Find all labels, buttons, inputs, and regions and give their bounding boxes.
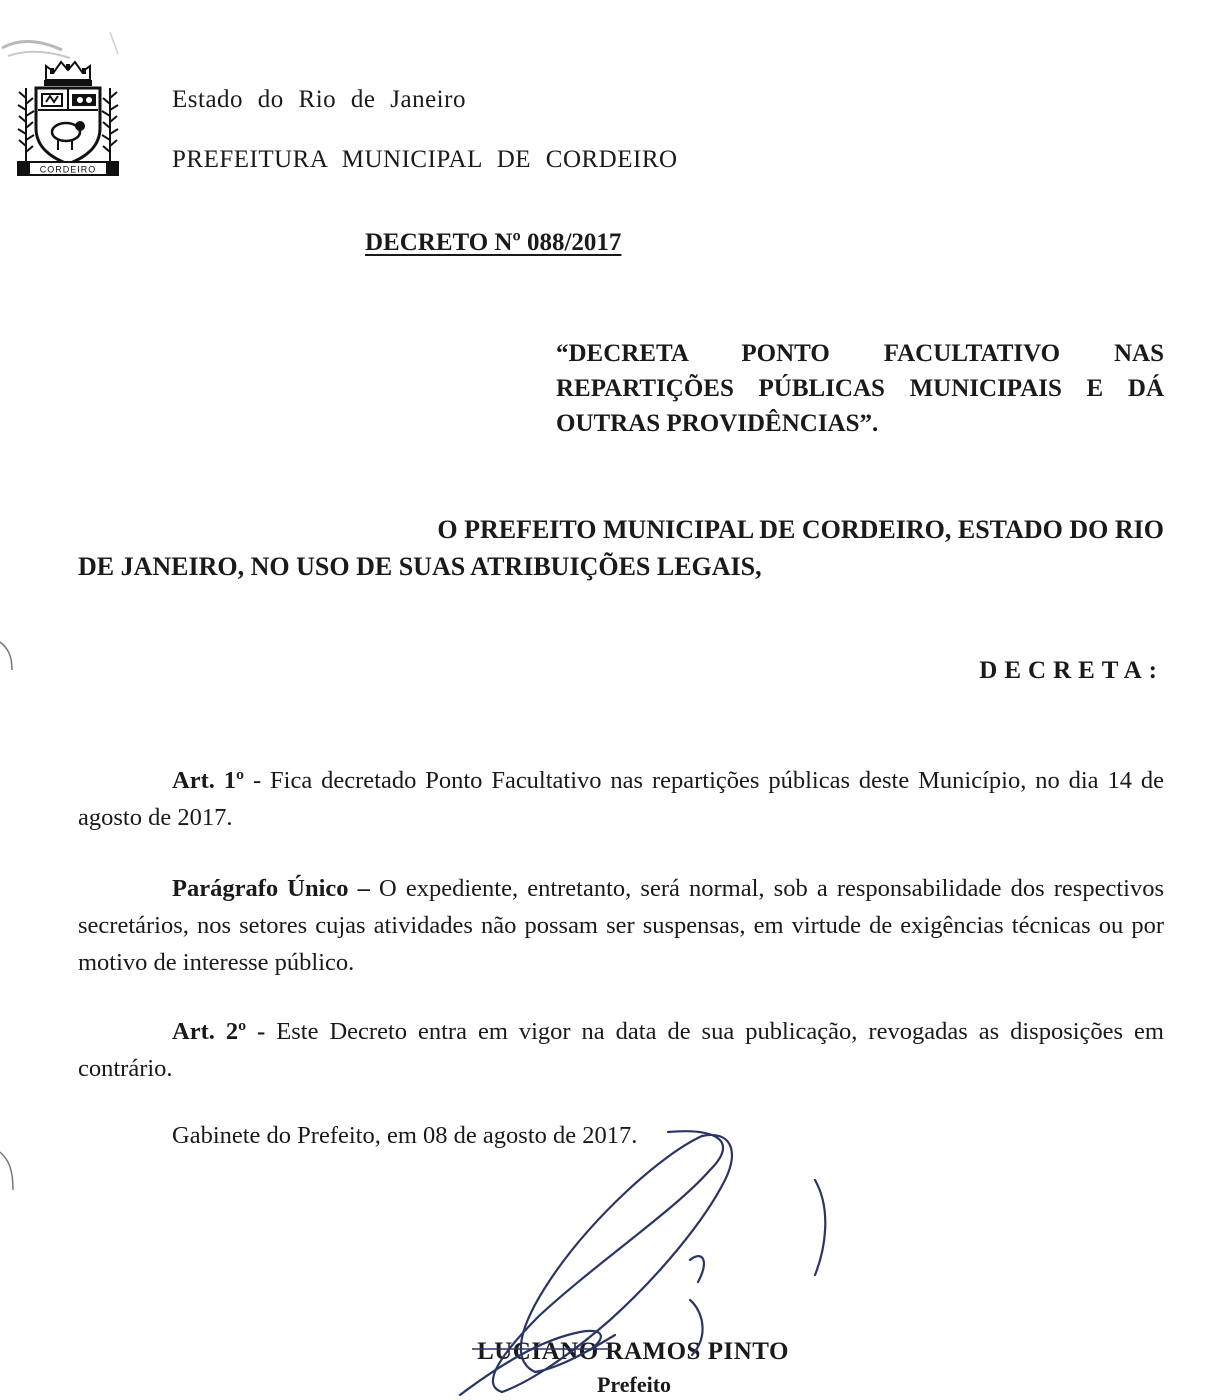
- article-text: - Fica decretado Ponto Facultativo nas repartições públicas deste Município, no dia 14 de agosto de 2017.: [78, 767, 1164, 831]
- scan-edge-mark: [0, 1150, 20, 1195]
- state-name: Estado do Rio de Janeiro: [172, 86, 466, 113]
- coat-of-arms-ribbon-text: CORDEIRO: [39, 164, 97, 175]
- coat-of-arms-logo: [14, 58, 122, 178]
- signatory-role-line: [0, 1372, 1210, 1398]
- decree-summary-line: REPARTIÇÕES PÚBLICAS MUNICIPAIS E DÁ: [556, 375, 1164, 402]
- signatory-name-line: [0, 1338, 1210, 1366]
- article-2: [78, 1013, 1164, 1087]
- prefecture-name: PREFEITURA MUNICIPAL DE CORDEIRO: [172, 146, 678, 173]
- preamble-line: O PREFEITO MUNICIPAL DE CORDEIRO, ESTADO DO RIO: [437, 515, 1164, 544]
- decree-summary-line: OUTRAS PROVIDÊNCIAS”.: [556, 410, 879, 437]
- preamble-line: DE JANEIRO, NO USO DE SUAS ATRIBUIÇÕES LEGAIS,: [78, 552, 762, 581]
- decree-summary-line: “DECRETA PONTO FACULTATIVO NAS: [556, 340, 1164, 367]
- article-label: Parágrafo Único –: [172, 875, 370, 902]
- preamble: [78, 511, 1164, 585]
- decreta-heading: DECRETA:: [979, 657, 1164, 684]
- article-text: O expediente, entretanto, será normal, sob a responsabilidade dos respectivos secretários, nos setores cujas atividades não possam ser suspensas, em virtude de exigências técnicas ou por motivo de interesse público.: [78, 875, 1164, 976]
- scan-edge-mark: [0, 640, 20, 680]
- article-label: Art. 1º: [172, 767, 245, 794]
- decree-title: DECRETO Nº 088/2017: [365, 229, 622, 256]
- signatory-role: Prefeito: [596, 1372, 672, 1397]
- article-1: [78, 762, 1164, 836]
- signatory-name: LUCIANO RAMOS PINTO: [477, 1338, 789, 1365]
- article-text: Este Decreto entra em vigor na data de sua publicação, revogadas as disposições em contrário.: [78, 1018, 1164, 1082]
- decree-summary: [556, 336, 1164, 441]
- place-and-date: Gabinete do Prefeito, em 08 de agosto de 2017.: [172, 1122, 638, 1149]
- paragrafo-unico: [78, 870, 1164, 981]
- article-label: Art. 2º -: [172, 1018, 266, 1045]
